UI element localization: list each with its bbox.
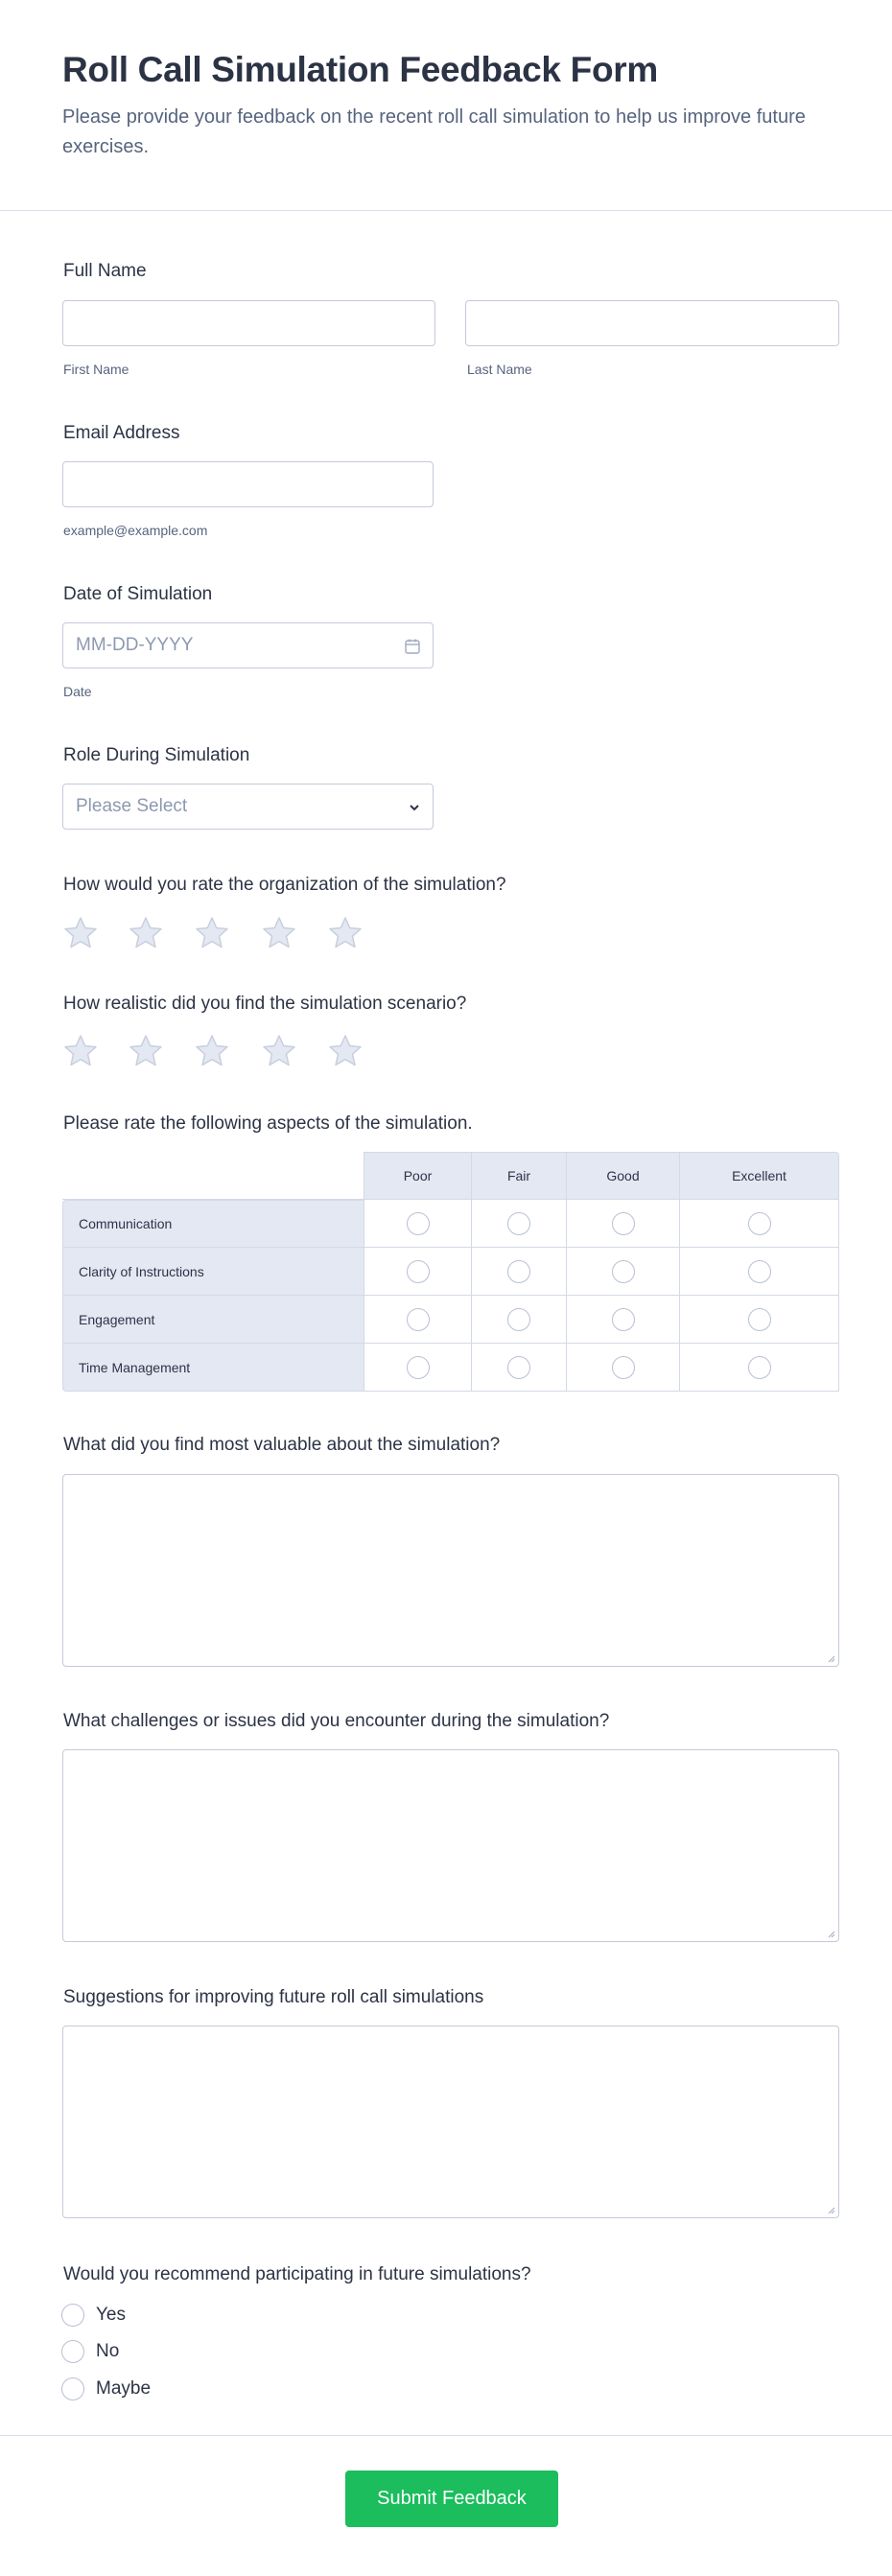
form-description: Please provide your feedback on the recent roll call simulation to help us improve future exercises. (62, 106, 806, 157)
rating-organization-star-icon-5[interactable] (326, 914, 364, 952)
date-label: Date of Simulation (63, 584, 213, 604)
matrix-cell (364, 1200, 472, 1248)
email-sublabel: example@example.com (63, 523, 208, 538)
calendar-icon[interactable] (404, 638, 421, 655)
matrix-radio-poor[interactable] (407, 1308, 430, 1331)
matrix-row (62, 1344, 839, 1392)
matrix-col-good: Good (567, 1152, 680, 1200)
matrix-radio-fair[interactable] (507, 1212, 530, 1235)
last-name-input[interactable] (465, 300, 839, 346)
matrix-row-label: Clarity of Instructions (62, 1248, 364, 1296)
matrix-cell (472, 1344, 567, 1392)
matrix-radio-excellent[interactable] (748, 1212, 771, 1235)
matrix-cell (567, 1296, 680, 1344)
matrix-row-label: Time Management (62, 1344, 364, 1392)
matrix-radio-good[interactable] (612, 1356, 635, 1379)
challenges-label: What challenges or issues did you encounter during the simulation? (63, 1711, 610, 1731)
rating-realism-star-icon-5[interactable] (326, 1032, 364, 1070)
matrix-cell (364, 1296, 472, 1344)
matrix-row (62, 1296, 839, 1344)
resize-grip-icon[interactable] (827, 2206, 835, 2214)
matrix-radio-good[interactable] (612, 1212, 635, 1235)
rating-matrix (62, 1152, 839, 1392)
full-name-label: Full Name (63, 261, 147, 281)
matrix-cell (680, 1248, 839, 1296)
submit-button[interactable]: Submit Feedback (345, 2471, 558, 2527)
matrix-cell (680, 1200, 839, 1248)
form-title: Roll Call Simulation Feedback Form (62, 50, 658, 89)
matrix-cell (680, 1344, 839, 1392)
valuable-textarea[interactable] (62, 1474, 839, 1667)
matrix-cell (472, 1200, 567, 1248)
matrix-cell (364, 1344, 472, 1392)
matrix-col-excellent: Excellent (680, 1152, 839, 1200)
rating-realism-star-icon-1[interactable] (61, 1032, 100, 1070)
suggestions-label: Suggestions for improving future roll call simulations (63, 1987, 484, 2007)
matrix-radio-fair[interactable] (507, 1308, 530, 1331)
rating-realism-star-icon-2[interactable] (127, 1032, 165, 1070)
recommend-maybe-radio[interactable] (61, 2377, 84, 2400)
resize-grip-icon[interactable] (827, 1654, 835, 1663)
matrix-radio-fair[interactable] (507, 1356, 530, 1379)
matrix-row (62, 1248, 839, 1296)
matrix-cell (567, 1200, 680, 1248)
matrix-radio-poor[interactable] (407, 1212, 430, 1235)
date-sublabel: Date (63, 684, 92, 699)
first-name-input[interactable] (62, 300, 435, 346)
footer-divider (0, 2435, 892, 2436)
last-name-sublabel: Last Name (467, 362, 532, 377)
matrix-col-fair: Fair (472, 1152, 567, 1200)
rating-organization-star-icon-4[interactable] (260, 914, 298, 952)
suggestions-textarea[interactable] (62, 2026, 839, 2218)
matrix-radio-poor[interactable] (407, 1356, 430, 1379)
matrix-cell (567, 1248, 680, 1296)
resize-grip-icon[interactable] (827, 1930, 835, 1938)
matrix-radio-excellent[interactable] (748, 1260, 771, 1283)
matrix-radio-good[interactable] (612, 1260, 635, 1283)
rating-organization-star-icon-3[interactable] (193, 914, 231, 952)
matrix-row-label: Engagement (62, 1296, 364, 1344)
matrix-corner (62, 1152, 364, 1200)
first-name-sublabel: First Name (63, 362, 129, 377)
role-select[interactable] (62, 784, 434, 830)
matrix-radio-excellent[interactable] (748, 1308, 771, 1331)
matrix-radio-good[interactable] (612, 1308, 635, 1331)
rating-realism-label: How realistic did you find the simulation scenario? (63, 994, 467, 1014)
matrix-radio-excellent[interactable] (748, 1356, 771, 1379)
matrix-col-poor: Poor (364, 1152, 472, 1200)
date-input[interactable] (62, 622, 434, 668)
matrix-cell (472, 1248, 567, 1296)
matrix-label: Please rate the following aspects of the simulation. (63, 1113, 473, 1134)
recommend-yes-label[interactable]: Yes (96, 2305, 126, 2325)
matrix-radio-fair[interactable] (507, 1260, 530, 1283)
matrix-row-label: Communication (62, 1200, 364, 1248)
recommend-no-radio[interactable] (61, 2340, 84, 2363)
date-placeholder: MM-DD-YYYY (76, 635, 194, 655)
role-placeholder: Please Select (76, 796, 188, 816)
rating-organization-label: How would you rate the organization of the simulation? (63, 875, 506, 895)
recommend-label: Would you recommend participating in future simulations? (63, 2264, 531, 2284)
header-divider (0, 210, 892, 211)
valuable-label: What did you find most valuable about the simulation? (63, 1435, 501, 1455)
matrix-radio-poor[interactable] (407, 1260, 430, 1283)
email-input[interactable] (62, 461, 434, 507)
matrix-cell (567, 1344, 680, 1392)
rating-realism-star-icon-3[interactable] (193, 1032, 231, 1070)
recommend-yes-radio[interactable] (61, 2304, 84, 2327)
matrix-cell (472, 1296, 567, 1344)
recommend-maybe-label[interactable]: Maybe (96, 2378, 152, 2399)
matrix-cell (680, 1296, 839, 1344)
rating-organization-star-icon-2[interactable] (127, 914, 165, 952)
matrix-row (62, 1200, 839, 1248)
challenges-textarea[interactable] (62, 1749, 839, 1942)
chevron-down-icon (408, 801, 421, 814)
email-label: Email Address (63, 423, 180, 443)
rating-organization-star-icon-1[interactable] (61, 914, 100, 952)
rating-realism-star-icon-4[interactable] (260, 1032, 298, 1070)
matrix-cell (364, 1248, 472, 1296)
recommend-no-label[interactable]: No (96, 2341, 120, 2361)
role-label: Role During Simulation (63, 745, 250, 765)
